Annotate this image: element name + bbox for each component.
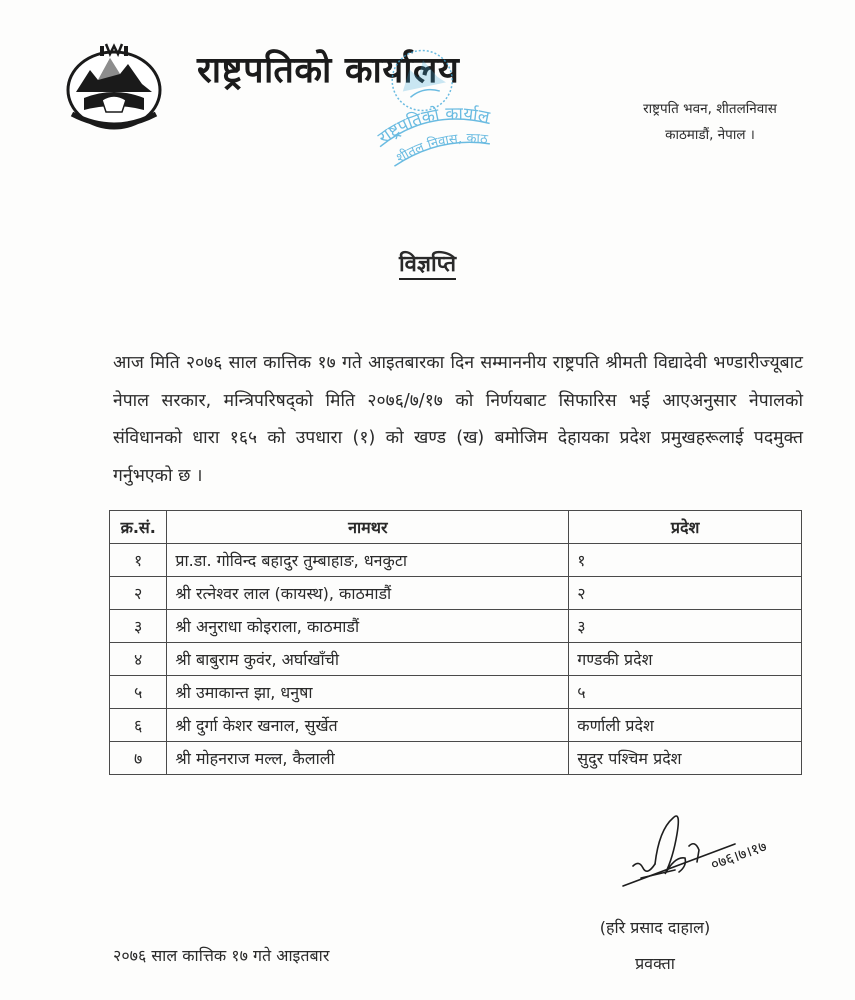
table-header-row	[110, 511, 802, 544]
row-name: प्रा.डा. गोविन्द बहादुर तुम्बाहाङ, धनकुटा	[167, 544, 569, 577]
row-serial: ६	[110, 709, 167, 742]
signatory-block	[580, 910, 730, 982]
table-row	[110, 709, 802, 742]
svg-text:शीतल निवास, काठमाडौं: शीतल निवास, काठमाडौं	[394, 131, 489, 167]
row-serial: ७	[110, 742, 167, 775]
row-name: श्री उमाकान्त झा, धनुषा	[167, 676, 569, 709]
row-province: ५	[569, 676, 802, 709]
table-row	[110, 577, 802, 610]
handwritten-signature	[615, 800, 800, 900]
notice-heading	[0, 248, 855, 278]
svg-text:राष्ट्रपतिको कार्यालय: राष्ट्रपतिको कार्यालय	[374, 103, 492, 149]
signatory-designation: प्रवक्ता	[635, 954, 675, 973]
footer-date: २०७६ साल कात्तिक १७ गते आइतबार	[113, 946, 330, 965]
address-line-2: काठमाडौं, नेपाल ।	[665, 127, 755, 143]
row-name: श्री मोहनराज मल्ल, कैलाली	[167, 742, 569, 775]
row-serial: ३	[110, 610, 167, 643]
row-name: श्री दुर्गा केशर खनाल, सुर्खेत	[167, 709, 569, 742]
row-serial: ४	[110, 643, 167, 676]
row-serial: १	[110, 544, 167, 577]
table-row	[110, 676, 802, 709]
signature-date: ०७६।७।१७	[708, 836, 770, 874]
header-province: प्रदेश	[569, 511, 802, 544]
signatory-name: (हरि प्रसाद दाहाल)	[599, 918, 711, 937]
header-serial: क्र.सं.	[110, 511, 167, 544]
office-seal-stamp	[352, 38, 502, 168]
row-province: २	[569, 577, 802, 610]
table-row	[110, 610, 802, 643]
table-row	[110, 742, 802, 775]
row-province: सुदुर पश्चिम प्रदेश	[569, 742, 802, 775]
notice-title-text: विज्ञप्ति	[399, 252, 456, 280]
officials-table	[109, 510, 802, 775]
row-province: ३	[569, 610, 802, 643]
row-serial: ५	[110, 676, 167, 709]
office-title: राष्ट्रपतिको कार्यालय	[197, 50, 460, 91]
row-serial: २	[110, 577, 167, 610]
row-province: कर्णाली प्रदेश	[569, 709, 802, 742]
row-name: श्री रत्नेश्वर लाल (कायस्थ), काठमाडौं	[167, 577, 569, 610]
notice-body: आज मिति २०७६ साल कात्तिक १७ गते आइतबारका दिन सम्माननीय राष्ट्रपति श्रीमती विद्यादेवी भण्डारीज्यूबाट नेपाल सरकार, मन्त्रिपरिषद्को मिति २०७६/७/१७ को निर्णयबाट सिफारिस भई आएअनुसार नेपालको संविधानको धारा १६५ को उपधारा (१) को खण्ड (ख) बमोजिम देहायका प्रदेश प्रमुखहरूलाई पदमुक्त गर्नुभएको छ ।	[113, 353, 803, 486]
row-province: गण्डकी प्रदेश	[569, 643, 802, 676]
row-name: श्री बाबुराम कुवंर, अर्घाखाँची	[167, 643, 569, 676]
header-name: नामथर	[167, 511, 569, 544]
address-line-1: राष्ट्रपति भवन, शीतलनिवास	[643, 101, 777, 117]
nepal-emblem-icon	[62, 40, 166, 132]
office-address	[605, 96, 815, 148]
row-name: श्री अनुराधा कोइराला, काठमाडौं	[167, 610, 569, 643]
table-row	[110, 643, 802, 676]
table-row	[110, 544, 802, 577]
row-province: १	[569, 544, 802, 577]
